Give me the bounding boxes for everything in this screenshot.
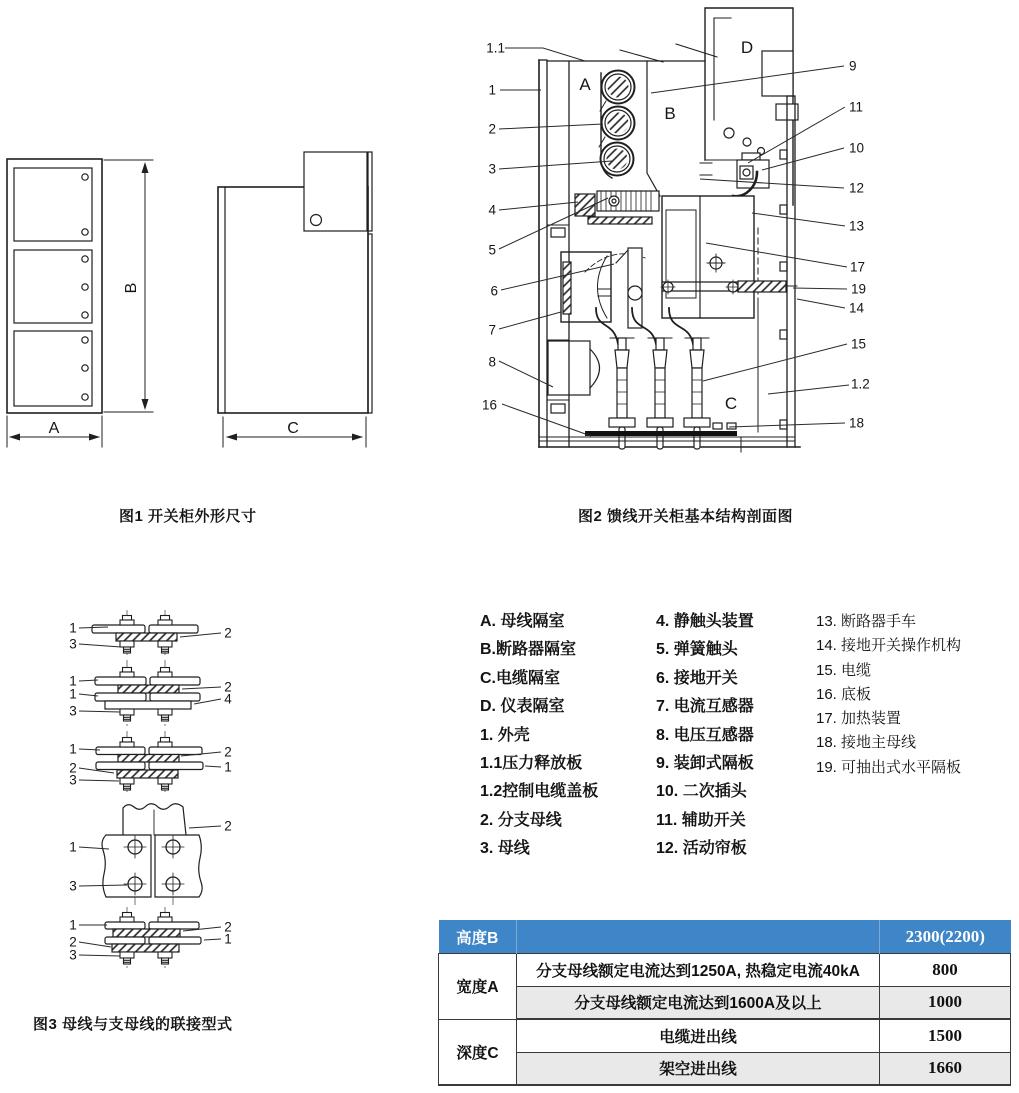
fig3-label: 1 (69, 673, 77, 689)
legend-item: 8. 电压互感器 (656, 726, 754, 744)
table-header-height-label: 高度B (439, 920, 517, 954)
fig3-label: 1 (224, 759, 232, 775)
fig3-label: 2 (224, 679, 232, 695)
fig2-callout: 8 (488, 354, 496, 370)
legend-item: A. 母线隔室 (480, 613, 565, 630)
fig2-callout: 13 (849, 218, 865, 234)
table-cell-desc: 架空进出线 (517, 1052, 880, 1085)
legend-item: 19. 可抽出式水平隔板 (816, 758, 962, 776)
fig2-callout: 10 (849, 140, 865, 156)
fig2-callout: 12 (849, 180, 865, 196)
legend-item: 9. 装卸式隔板 (656, 754, 754, 772)
table-cell-desc: 分支母线额定电流达到1250A, 热稳定电流40kA (517, 954, 880, 987)
fig2-callout: 16 (481, 397, 497, 413)
table-group-depth: 深度C (439, 1019, 517, 1085)
fig3-label: 2 (69, 934, 77, 950)
fig2-callout: 6 (490, 283, 498, 299)
figure2-section-drawing (482, 8, 870, 452)
figure3-caption: 图3 母线与支母线的联接型式 (33, 1016, 233, 1033)
table-cell-desc: 分支母线额定电流达到1600A及以上 (517, 986, 880, 1019)
legend-column-2 (656, 608, 754, 864)
legend-item: 18. 接地主母线 (816, 734, 917, 752)
table-cell-value: 1000 (880, 986, 1011, 1019)
fig3-label: 2 (224, 919, 232, 935)
legend-item: B.断路器隔室 (480, 641, 577, 659)
fig2-compartment-c: C (724, 394, 738, 413)
fig3-label: 1 (69, 686, 77, 702)
legend-item: 4. 静触头装置 (656, 613, 754, 630)
table-cell-desc: 电缆进出线 (517, 1019, 880, 1052)
legend-item: 14. 接地开关操作机构 (816, 637, 962, 655)
legend-item: 5. 弹簧触头 (656, 641, 738, 659)
legend-item: 1. 外壳 (480, 726, 530, 744)
fig3-label: 2 (224, 625, 232, 641)
fig2-callout: 19 (851, 281, 867, 297)
fig2-callout: 1.2 (851, 376, 870, 392)
legend-item: C.电缆隔室 (480, 669, 561, 687)
legend-item: 3. 母线 (480, 840, 530, 858)
legend-item: 11. 辅助开关 (656, 811, 746, 829)
table-header-empty-cell (517, 920, 880, 954)
legend-item: 7. 电流互感器 (656, 698, 754, 716)
legend-item: 1.1压力释放板 (480, 754, 583, 772)
fig3-label: 1 (224, 931, 232, 947)
fig3-label: 3 (69, 947, 77, 963)
table-header-height-value: 2300(2200) (880, 920, 1011, 954)
fig3-label: 3 (69, 703, 77, 719)
legend-item: 6. 接地开关 (656, 669, 738, 687)
table-cell-value: 800 (880, 954, 1011, 987)
fig3-label: 1 (69, 917, 77, 933)
legend-column-3 (816, 610, 961, 780)
legend-item: 16. 底板 (816, 685, 872, 703)
fig3-label: 3 (69, 636, 77, 652)
fig2-compartment-a: A (579, 75, 591, 94)
fig2-callout: 5 (488, 242, 496, 258)
fig1-dim-label-c: C (287, 420, 299, 437)
fig1-dim-label-b: B (123, 282, 140, 294)
figure2-caption: 图2 馈线开关柜基本结构剖面图 (578, 508, 794, 525)
fig2-callout: 4 (488, 202, 496, 218)
fig3-label: 4 (224, 691, 232, 707)
fig2-compartment-b: B (664, 104, 676, 123)
legend-item: 15. 电缆 (816, 661, 872, 679)
legend-item: 2. 分支母线 (480, 811, 562, 829)
fig2-compartment-d: D (740, 38, 754, 57)
legend-item: 10. 二次插头 (656, 783, 747, 801)
fig3-label: 2 (224, 744, 232, 760)
fig2-callout: 11 (849, 99, 864, 115)
fig3-label: 1 (69, 620, 77, 636)
fig3-label: 3 (69, 878, 77, 894)
legend-item: 13. 断路器手车 (816, 613, 917, 630)
figure1-caption: 图1 开关柜外形尺寸 (119, 508, 257, 525)
figure3-busbar-joints-drawing (69, 610, 232, 969)
legend-item: 17. 加热装置 (816, 710, 902, 728)
table-cell-value: 1500 (880, 1019, 1011, 1052)
fig2-callout: 18 (849, 415, 865, 431)
legend-item: D. 仪表隔室 (480, 698, 565, 716)
fig3-label: 3 (69, 772, 77, 788)
table-cell-value: 1660 (880, 1052, 1011, 1085)
fig2-callout: 9 (849, 58, 857, 74)
table-group-width: 宽度A (439, 954, 517, 1020)
dimensions-table (438, 920, 1011, 1086)
fig2-callout: 2 (488, 121, 496, 137)
fig3-label: 1 (69, 741, 77, 757)
fig2-callout: 3 (488, 161, 496, 177)
fig1-dim-label-a: A (48, 420, 60, 437)
fig2-callout: 7 (488, 322, 496, 338)
legend-item: 12. 活动帘板 (656, 840, 747, 858)
legend-item: 1.2控制电缆盖板 (480, 783, 599, 801)
fig3-label: 2 (69, 760, 77, 776)
fig2-callout: 17 (850, 259, 866, 275)
fig2-callout: 14 (849, 300, 865, 316)
fig2-callout: 1.1 (486, 40, 505, 56)
fig2-callout: 1 (488, 82, 496, 98)
legend-column-1 (480, 608, 598, 864)
figure1-outline-drawing (7, 152, 372, 447)
fig3-label: 1 (69, 839, 77, 855)
fig2-callout: 15 (851, 336, 867, 352)
fig3-label: 2 (224, 818, 232, 834)
